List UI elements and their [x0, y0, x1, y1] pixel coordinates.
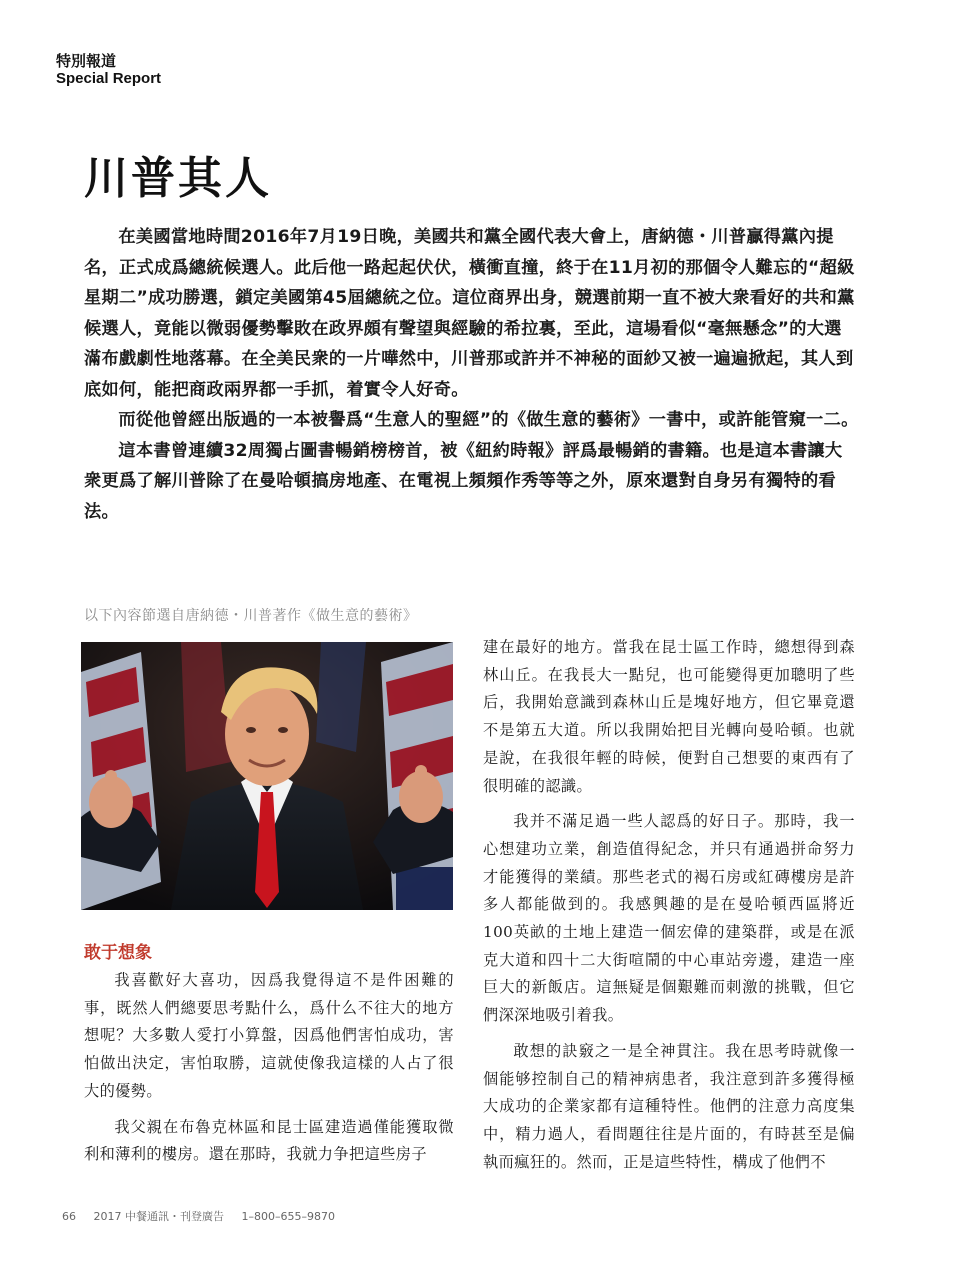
- subheading: 敢于想象: [84, 943, 152, 963]
- trump-photo: [81, 642, 453, 910]
- body-paragraph: 我喜歡好大喜功，因爲我覺得這不是件困難的事，既然人們總要思考點什么，爲什么不往大的地方想呢？大多數人愛打小算盤，因爲他們害怕成功，害怕做出決定，害怕取勝，這就使像我這樣的人占了很大的優勢。: [84, 971, 454, 1100]
- publication-info: 2017 中餐通訊・刊登廣告: [93, 1210, 224, 1223]
- intro-paragraph: 在美國當地時間2016年7月19日晚，美國共和黨全國代表大會上，唐納德・川普贏得黨內提名，正式成爲總統候選人。此后他一路起起伏伏，橫衝直撞，終于在11月初的那個令人難忘的“超級星期二”成功勝選，鎖定美國第45屆總統之位。這位商界出身，競選前期一直不被大衆看好的共和黨候選人，竟能以微弱優勢擊敗在政界頗有聲望與經驗的希拉裏，至此，這場看似“毫無懸念”的大選滿布戲劇性地落幕。在全美民衆的一片嘩然中，川普那或許并不神秘的面紗又被一遍遍掀起，其人到底如何，能把商政兩界都一手抓，着實令人好奇。: [84, 227, 855, 400]
- intro-paragraph: 而從他曾經出版過的一本被譽爲“生意人的聖經”的《做生意的藝術》一書中，或許能管窺一二。: [118, 410, 859, 430]
- page-number: 66: [62, 1210, 76, 1223]
- section-label-en: Special Report: [56, 70, 162, 87]
- body-paragraph: 敢想的訣竅之一是全神貫注。我在思考時就像一個能够控制自己的精神病患者，我注意到許多獲得極大成功的企業家都有這種特性。他們的注意力高度集中，精力過人，看問題往往是片面的，有時甚至是偏執而瘋狂的。然而，正是這些特性，構成了他們不: [483, 1041, 855, 1171]
- intro-paragraph: 這本書曾連續32周獨占圖書暢銷榜榜首，被《紐約時報》評爲最暢銷的書籍。也是這本書讓大衆更爲了解川普除了在曼哈頓搞房地產、在電視上頻頻作秀等等之外，原來還對自身另有獨特的看法。: [84, 440, 843, 522]
- body-paragraph-continuation: 建在最好的地方。當我在昆士區工作時，總想得到森林山丘。在我長大一點兒，也可能變得更加聰明了些后，我開始意識到森林山丘是塊好地方，但它畢竟還不是第五大道。所以我開始把目光轉向曼哈頓。也就是說，在我很年輕的時候，便對自己想要的東西有了很明確的認識。: [483, 638, 855, 795]
- phone-number: 1–800–655–9870: [241, 1210, 335, 1223]
- left-column: [84, 938, 454, 1177]
- page-footer: [62, 1208, 349, 1224]
- right-column: [483, 634, 855, 1184]
- excerpt-note: 以下內容節選自唐納德・川普著作《做生意的藝術》: [84, 608, 418, 624]
- article-title: 川普其人: [84, 153, 272, 204]
- body-paragraph: 我父親在布魯克林區和昆士區建造過僅能獲取微利和薄利的樓房。還在那時，我就力争把這些房子: [84, 1117, 454, 1164]
- body-paragraph: 我并不滿足過一些人認爲的好日子。那時，我一心想建功立業，創造值得紀念，并只有通過拼命努力才能獲得的業績。那些老式的褐石房或紅磚樓房是許多人都能做到的。我感興趣的是在曼哈頓西區將近100英畝的土地上建造一個宏偉的建築群，或是在派克大道和四十二大街喧鬧的中心車站旁邊，建造一座巨大的新飯店。這無疑是個艱難而刺激的挑戰，但它們深深地吸引着我。: [483, 812, 855, 1025]
- section-label-zh: 特別報道: [56, 52, 117, 70]
- article-intro: [84, 222, 859, 527]
